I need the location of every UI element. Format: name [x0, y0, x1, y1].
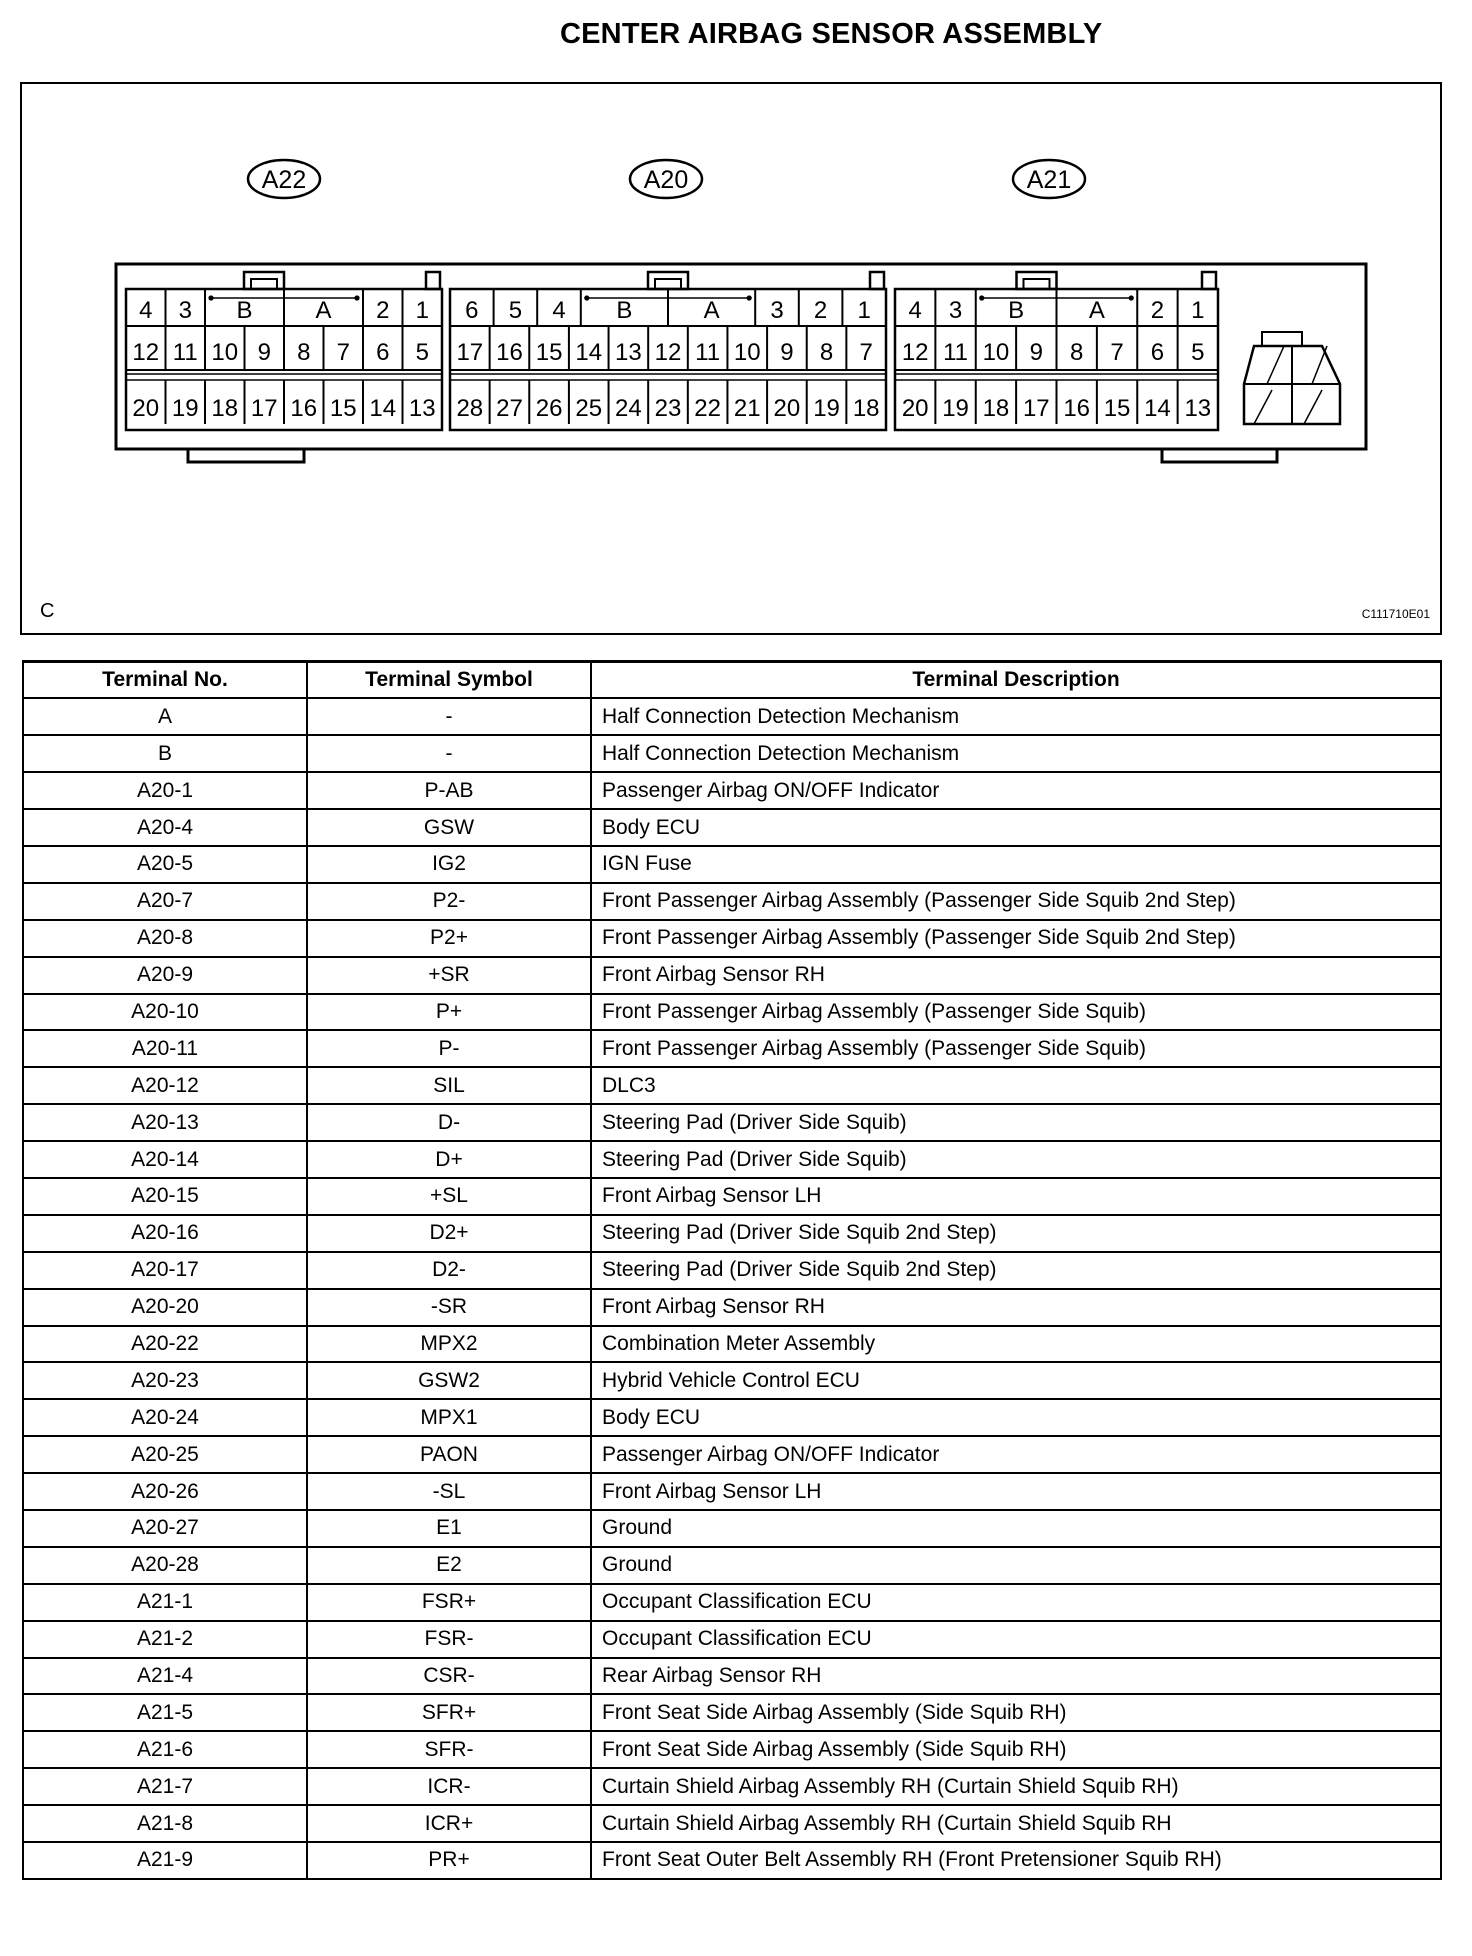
detection-pin-label: B	[236, 297, 253, 324]
terminal-description-cell: Curtain Shield Airbag Assembly RH (Curtain Shield Squib RH)	[591, 1768, 1441, 1805]
table-row	[23, 1362, 1441, 1399]
terminal-no-cell: A20-16	[23, 1215, 307, 1252]
side-connector-line	[1312, 346, 1327, 384]
terminal-no-cell: A20-11	[23, 1030, 307, 1067]
terminal-no-cell: A20-26	[23, 1473, 307, 1510]
table-row	[23, 883, 1441, 920]
terminal-no-cell: A20-24	[23, 1399, 307, 1436]
pin-label: 6	[376, 339, 390, 366]
pin-label: 23	[654, 395, 682, 422]
terminal-no-cell: A21-9	[23, 1842, 307, 1879]
table-row	[23, 1252, 1441, 1289]
terminal-no-cell: A20-28	[23, 1547, 307, 1584]
pin-label: 9	[1029, 339, 1043, 366]
table-row	[23, 698, 1441, 735]
terminal-description-cell: Body ECU	[591, 809, 1441, 846]
terminal-description-cell: Half Connection Detection Mechanism	[591, 698, 1441, 735]
pin-label: 16	[290, 395, 318, 422]
pin-label: 16	[496, 339, 523, 366]
table-row	[23, 1030, 1441, 1067]
terminal-symbol-cell: D-	[307, 1104, 591, 1141]
lock-tab-inner	[1024, 279, 1050, 289]
terminal-symbol-cell: SFR-	[307, 1731, 591, 1768]
terminal-symbol-cell: -	[307, 698, 591, 735]
table-row	[23, 846, 1441, 883]
terminal-no-cell: A20-7	[23, 883, 307, 920]
table-row	[23, 1067, 1441, 1104]
side-connector-line	[1254, 390, 1272, 424]
pin-label: 10	[982, 339, 1010, 366]
header-terminal-symbol: Terminal Symbol	[307, 662, 591, 699]
table-row	[23, 1436, 1441, 1473]
end-tab	[426, 272, 440, 289]
pin-label: 6	[1150, 339, 1165, 366]
side-connector-tab	[1262, 332, 1302, 346]
table-row	[23, 772, 1441, 809]
table-row	[23, 1768, 1441, 1805]
pin-label: 12	[132, 339, 160, 366]
terminal-description-cell: Steering Pad (Driver Side Squib 2nd Step)	[591, 1215, 1441, 1252]
table-row	[23, 1399, 1441, 1436]
table-row	[23, 920, 1441, 957]
terminal-no-cell: A20-4	[23, 809, 307, 846]
terminal-description-cell: Front Passenger Airbag Assembly (Passenger Side Squib 2nd Step)	[591, 883, 1441, 920]
pin-label: 17	[1022, 395, 1050, 422]
terminal-description-cell: Combination Meter Assembly	[591, 1326, 1441, 1363]
pin-label: 12	[901, 339, 929, 366]
pin-label: 3	[948, 297, 963, 324]
terminal-description-cell: Front Passenger Airbag Assembly (Passenger Side Squib)	[591, 1030, 1441, 1067]
pin-label: 4	[908, 297, 922, 324]
pin-label: 8	[819, 339, 834, 366]
figure-letter: C	[40, 600, 55, 622]
pin-label: 20	[901, 395, 929, 422]
pin-label: 14	[575, 339, 603, 366]
side-connector-line	[1304, 390, 1322, 424]
detection-pin-label: B	[1008, 297, 1025, 324]
pin-label: 9	[257, 339, 271, 366]
terminal-description-cell: Front Airbag Sensor LH	[591, 1178, 1441, 1215]
terminal-description-cell: Steering Pad (Driver Side Squib 2nd Step)	[591, 1252, 1441, 1289]
terminal-symbol-cell: D+	[307, 1141, 591, 1178]
pin-label: 1	[415, 297, 429, 324]
table-row	[23, 1842, 1441, 1879]
terminal-symbol-cell: P-	[307, 1030, 591, 1067]
pin-label: 18	[982, 395, 1010, 422]
terminal-symbol-cell: FSR+	[307, 1584, 591, 1621]
table-row	[23, 1510, 1441, 1547]
terminal-no-cell: A21-5	[23, 1694, 307, 1731]
connector-id-label: A22	[261, 166, 307, 194]
pin-label: 11	[943, 339, 969, 366]
terminal-description-cell: Curtain Shield Airbag Assembly RH (Curtain Shield Squib RH	[591, 1805, 1441, 1842]
pin-label: 19	[813, 395, 840, 422]
terminal-description-cell: Front Airbag Sensor RH	[591, 1289, 1441, 1326]
pin-label: 17	[250, 395, 278, 422]
page-title: CENTER AIRBAG SENSOR ASSEMBLY	[560, 18, 1103, 50]
terminal-no-cell: A21-8	[23, 1805, 307, 1842]
terminal-no-cell: A21-6	[23, 1731, 307, 1768]
pin-label: 2	[1150, 297, 1165, 324]
terminal-symbol-cell: CSR-	[307, 1658, 591, 1695]
pin-label: 10	[733, 339, 761, 366]
terminal-no-cell: A21-7	[23, 1768, 307, 1805]
table-row	[23, 1104, 1441, 1141]
terminal-symbol-cell: P2+	[307, 920, 591, 957]
terminal-description-cell: Occupant Classification ECU	[591, 1584, 1441, 1621]
terminal-no-cell: A20-9	[23, 957, 307, 994]
terminal-description-cell: Body ECU	[591, 1399, 1441, 1436]
terminal-no-cell: A21-4	[23, 1658, 307, 1695]
terminal-no-cell: A20-14	[23, 1141, 307, 1178]
terminal-symbol-cell: MPX2	[307, 1326, 591, 1363]
terminal-description-cell: Half Connection Detection Mechanism	[591, 735, 1441, 772]
terminal-no-cell: A20-27	[23, 1510, 307, 1547]
terminal-description-cell: Steering Pad (Driver Side Squib)	[591, 1141, 1441, 1178]
terminal-no-cell: A20-23	[23, 1362, 307, 1399]
terminal-description-cell: Passenger Airbag ON/OFF Indicator	[591, 772, 1441, 809]
table-row	[23, 1805, 1441, 1842]
terminal-symbol-cell: PR+	[307, 1842, 591, 1879]
terminal-no-cell: A20-20	[23, 1289, 307, 1326]
terminal-symbol-cell: IG2	[307, 846, 591, 883]
pin-label: 8	[297, 339, 311, 366]
detection-pin-label: A	[315, 297, 332, 324]
table-row	[23, 957, 1441, 994]
terminal-no-cell: A21-1	[23, 1584, 307, 1621]
terminal-symbol-cell: -SR	[307, 1289, 591, 1326]
terminal-description-cell: Ground	[591, 1510, 1441, 1547]
terminal-description-cell: Occupant Classification ECU	[591, 1621, 1441, 1658]
pin-label: 22	[694, 395, 721, 422]
terminal-no-cell: A20-25	[23, 1436, 307, 1473]
latch-left	[188, 449, 304, 462]
header-terminal-no: Terminal No.	[23, 662, 307, 699]
pin-label: 20	[773, 395, 801, 422]
pin-label: 19	[942, 395, 969, 422]
connector-diagram	[20, 82, 1442, 635]
lock-tab-inner	[655, 279, 681, 289]
terminal-symbol-cell: E1	[307, 1510, 591, 1547]
terminal-description-cell: IGN Fuse	[591, 846, 1441, 883]
table-row	[23, 1141, 1441, 1178]
terminal-no-cell: B	[23, 735, 307, 772]
pin-label: 7	[1110, 339, 1124, 366]
terminal-no-cell: A20-10	[23, 994, 307, 1031]
table-row	[23, 1326, 1441, 1363]
terminal-symbol-cell: ICR-	[307, 1768, 591, 1805]
pin-label: 8	[1070, 339, 1084, 366]
terminal-no-cell: A20-22	[23, 1326, 307, 1363]
terminal-symbol-cell: P+	[307, 994, 591, 1031]
terminal-symbol-cell: +SR	[307, 957, 591, 994]
pin-label: 7	[859, 339, 873, 366]
pin-label: 11	[172, 339, 198, 366]
terminal-symbol-cell: +SL	[307, 1178, 591, 1215]
terminal-symbol-cell: P-AB	[307, 772, 591, 809]
terminal-description-cell: Steering Pad (Driver Side Squib)	[591, 1104, 1441, 1141]
pin-label: 14	[369, 395, 397, 422]
pin-label: 17	[456, 339, 484, 366]
terminal-symbol-cell: SIL	[307, 1067, 591, 1104]
terminal-description-cell: Ground	[591, 1547, 1441, 1584]
terminal-symbol-cell: D2-	[307, 1252, 591, 1289]
table-row	[23, 1178, 1441, 1215]
pin-label: 7	[336, 339, 350, 366]
pin-label: 16	[1063, 395, 1091, 422]
pin-label: 6	[465, 297, 479, 324]
terminal-description-cell: Front Airbag Sensor LH	[591, 1473, 1441, 1510]
terminal-symbol-cell: GSW	[307, 809, 591, 846]
table-row	[23, 994, 1441, 1031]
terminal-no-cell: A20-1	[23, 772, 307, 809]
pin-label: 15	[329, 395, 357, 422]
terminal-symbol-cell: ICR+	[307, 1805, 591, 1842]
pin-label: 2	[376, 297, 390, 324]
pin-label: 20	[132, 395, 160, 422]
terminal-symbol-cell: P2-	[307, 883, 591, 920]
terminal-description-cell: Front Seat Outer Belt Assembly RH (Front Pretensioner Squib RH)	[591, 1842, 1441, 1879]
pin-label: 18	[852, 395, 880, 422]
pin-label: 13	[1184, 395, 1212, 422]
pin-label: 12	[654, 339, 682, 366]
figure-code: C111710E01	[1361, 607, 1430, 621]
table-row	[23, 1215, 1441, 1252]
pin-label: 26	[535, 395, 563, 422]
terminal-description-cell: Rear Airbag Sensor RH	[591, 1658, 1441, 1695]
pin-label: 1	[1191, 297, 1205, 324]
lock-tab-inner	[251, 279, 277, 289]
terminal-description-cell: Front Seat Side Airbag Assembly (Side Squib RH)	[591, 1694, 1441, 1731]
pin-label: 9	[780, 339, 794, 366]
pin-label: 14	[1144, 395, 1171, 422]
table-row	[23, 1694, 1441, 1731]
terminal-symbol-cell: GSW2	[307, 1362, 591, 1399]
pin-label: 5	[415, 339, 429, 366]
end-tab	[870, 272, 884, 289]
terminal-description-cell: Front Passenger Airbag Assembly (Passenger Side Squib 2nd Step)	[591, 920, 1441, 957]
pin-label: 15	[535, 339, 563, 366]
terminal-no-cell: A20-8	[23, 920, 307, 957]
table-row	[23, 1584, 1441, 1621]
pin-label: 10	[211, 339, 239, 366]
pin-label: 24	[615, 395, 642, 422]
terminal-symbol-cell: SFR+	[307, 1694, 591, 1731]
detection-pin-label: B	[616, 297, 633, 324]
pin-label: 27	[496, 395, 523, 422]
side-connector-line	[1267, 346, 1284, 384]
pin-label: 4	[552, 297, 566, 324]
detection-pin-label: A	[703, 297, 720, 324]
terminal-no-cell: A21-2	[23, 1621, 307, 1658]
table-row	[23, 1473, 1441, 1510]
terminal-symbol-cell: PAON	[307, 1436, 591, 1473]
connector-drawing	[22, 84, 1440, 633]
terminal-symbol-cell: D2+	[307, 1215, 591, 1252]
pin-label: 13	[408, 395, 436, 422]
pin-label: 3	[770, 297, 784, 324]
terminal-no-cell: A	[23, 698, 307, 735]
terminal-description-cell: Hybrid Vehicle Control ECU	[591, 1362, 1441, 1399]
detection-pin-label: A	[1088, 297, 1105, 324]
terminal-no-cell: A20-5	[23, 846, 307, 883]
terminal-no-cell: A20-13	[23, 1104, 307, 1141]
header-terminal-description: Terminal Description	[591, 662, 1441, 699]
terminal-no-cell: A20-17	[23, 1252, 307, 1289]
terminal-no-cell: A20-15	[23, 1178, 307, 1215]
pin-label: 15	[1103, 395, 1131, 422]
connector-id-label: A20	[643, 166, 689, 194]
pin-label: 19	[171, 395, 199, 422]
pin-label: 18	[211, 395, 239, 422]
table-row	[23, 1658, 1441, 1695]
terminal-symbol-cell: MPX1	[307, 1399, 591, 1436]
pin-label: 13	[615, 339, 642, 366]
end-tab	[1202, 272, 1216, 289]
table-row	[23, 735, 1441, 772]
connector-id-label: A21	[1026, 166, 1072, 194]
pin-label: 1	[857, 297, 871, 324]
terminal-symbol-cell: E2	[307, 1547, 591, 1584]
terminal-no-cell: A20-12	[23, 1067, 307, 1104]
terminal-description-cell: DLC3	[591, 1067, 1441, 1104]
terminal-symbol-cell: -	[307, 735, 591, 772]
pin-label: 3	[178, 297, 192, 324]
pin-label: 28	[456, 395, 484, 422]
terminal-symbol-cell: -SL	[307, 1473, 591, 1510]
table-row	[23, 809, 1441, 846]
table-header-row	[23, 662, 1441, 699]
terminal-description-cell: Passenger Airbag ON/OFF Indicator	[591, 1436, 1441, 1473]
pin-label: 25	[575, 395, 603, 422]
terminal-description-cell: Front Airbag Sensor RH	[591, 957, 1441, 994]
table-row	[23, 1289, 1441, 1326]
table-row	[23, 1731, 1441, 1768]
table-row	[23, 1547, 1441, 1584]
terminal-symbol-cell: FSR-	[307, 1621, 591, 1658]
pin-label: 4	[139, 297, 153, 324]
pin-label: 21	[733, 395, 761, 422]
latch-right	[1162, 449, 1277, 462]
terminal-description-cell: Front Seat Side Airbag Assembly (Side Squib RH)	[591, 1731, 1441, 1768]
pin-label: 5	[1191, 339, 1205, 366]
pin-label: 5	[508, 297, 523, 324]
table-row	[23, 1621, 1441, 1658]
terminal-table	[22, 660, 1442, 1880]
pin-label: 2	[813, 297, 828, 324]
terminal-description-cell: Front Passenger Airbag Assembly (Passenger Side Squib)	[591, 994, 1441, 1031]
pin-label: 11	[695, 339, 721, 366]
